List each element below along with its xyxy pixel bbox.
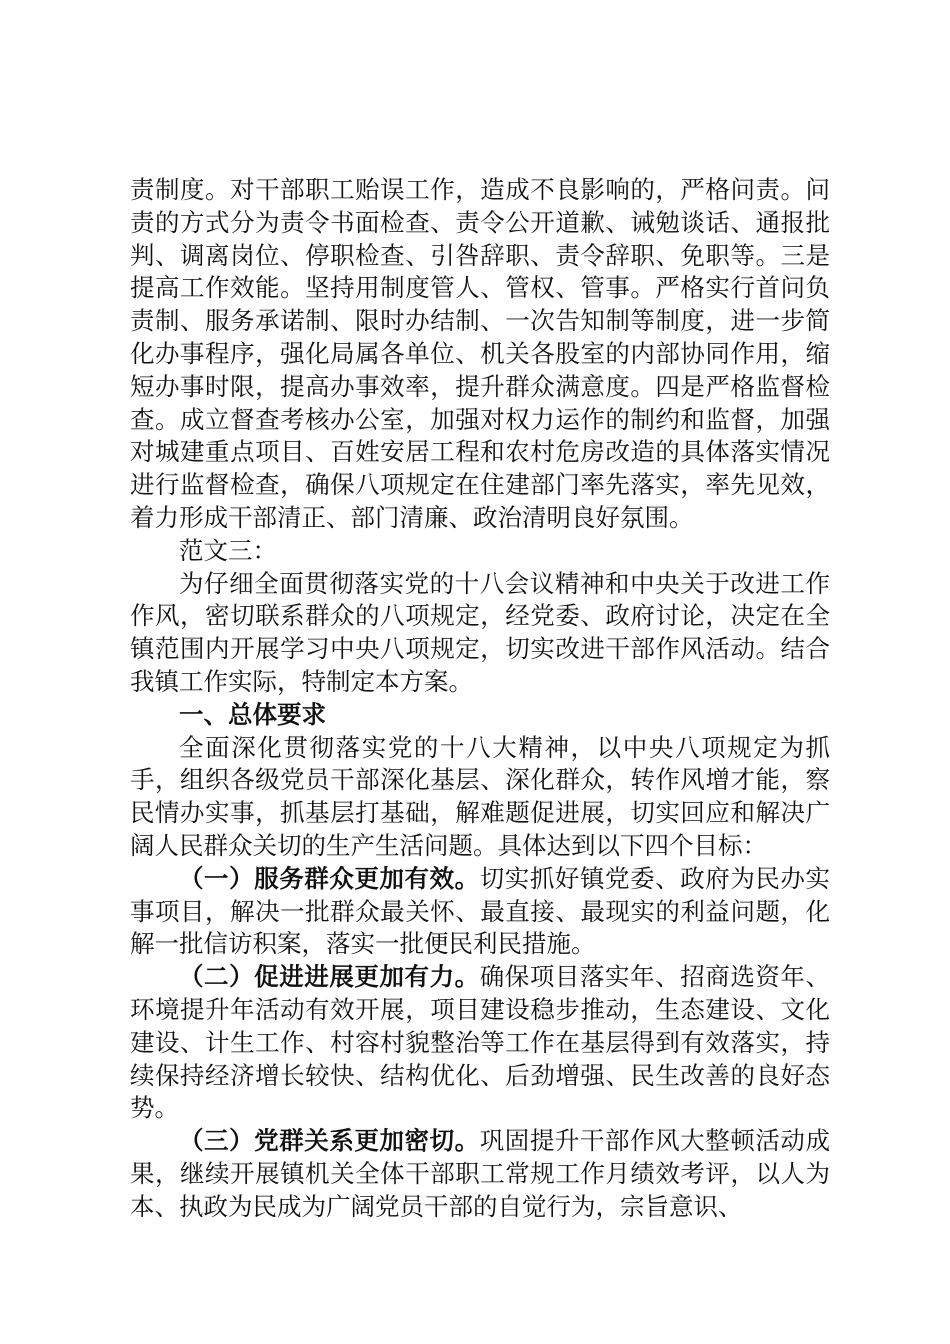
paragraph-text: 确保项目落实年、招商选资年、环境提升年活动有效开展，项目建设稳步推动，生态建设、文化建设、计生工作、村容村貌整治等工作在基层得到有效落实，持续保持经济增长较快、结构优化、后劲增强、民生改善的良好态势。: [130, 962, 830, 1123]
paragraph-goal-1: [130, 863, 830, 961]
paragraph-goal-2: [130, 961, 830, 1125]
goal-heading: （三）党群关系更加密切。: [179, 1126, 480, 1156]
goal-heading: （二）促进进展更加有力。: [179, 962, 480, 992]
paragraph-text: 为仔细全面贯彻落实党的十八会议精神和中央关于改进工作作风，密切联系群众的八项规定，经党委、政府讨论，决定在全镇范围内开展学习中央八项规定，切实改进干部作风活动。结合我镇工作实际，特制定本方案。: [130, 568, 830, 696]
paragraph-text: 切实抓好镇党委、政府为民办实事项目，解决一批群众最关怀、最直接、最现实的利益问题，化解一批信访积案，落实一批便民利民措施。: [130, 863, 830, 959]
paragraph-text: 范文三：: [179, 535, 277, 565]
paragraph-requirements: [130, 732, 830, 863]
paragraph-text: 巩固提升干部作风大整顿活动成果，继续开展镇机关全体干部职工常规工作月绩效考评，以人为本、执政为民成为广阔党员干部的自觉行为，宗旨意识、: [130, 1126, 830, 1221]
paragraph-goal-3: [130, 1125, 830, 1223]
section-heading: [130, 699, 830, 732]
paragraph-sample-title: [130, 535, 830, 568]
paragraph-text: 全面深化贯彻落实党的十八大精神，以中央八项规定为抓手，组织各级党员干部深化基层、深化群众，转作风增才能，察民情办实事，抓基层打基础，解难题促进展，切实回应和解决广阔人民群众关切的生产生活问题。具体达到以下四个目标：: [130, 732, 830, 860]
paragraph-intro: [130, 568, 830, 699]
heading-text: 一、总体要求: [179, 699, 326, 729]
goal-heading: （一）服务群众更加有效。: [179, 863, 480, 893]
document-body: [130, 174, 830, 1224]
paragraph-text: 责制度。对干部职工贻误工作，造成不良影响的，严格问责。问责的方式分为责令书面检查、责令公开道歉、诫勉谈话、通报批判、调离岗位、停职检查、引咎辞职、责令辞职、免职等。三是提高工作效能。坚持用制度管人、管权、管事。严格实行首问负责制、服务承诺制、限时办结制、一次告知制等制度，进一步简化办事程序，强化局属各单位、机关各股室的内部协同作用，缩短办事时限，提高办事效率，提升群众满意度。四是严格监督检查。成立督查考核办公室，加强对权力运作的制约和监督，加强对城建重点项目、百姓安居工程和农村危房改造的具体落实情况进行监督检查，确保八项规定在住建部门率先落实，率先见效，着力形成干部清正、部门清廉、政治清明良好氛围。: [130, 175, 830, 532]
paragraph-continued: [130, 174, 830, 535]
